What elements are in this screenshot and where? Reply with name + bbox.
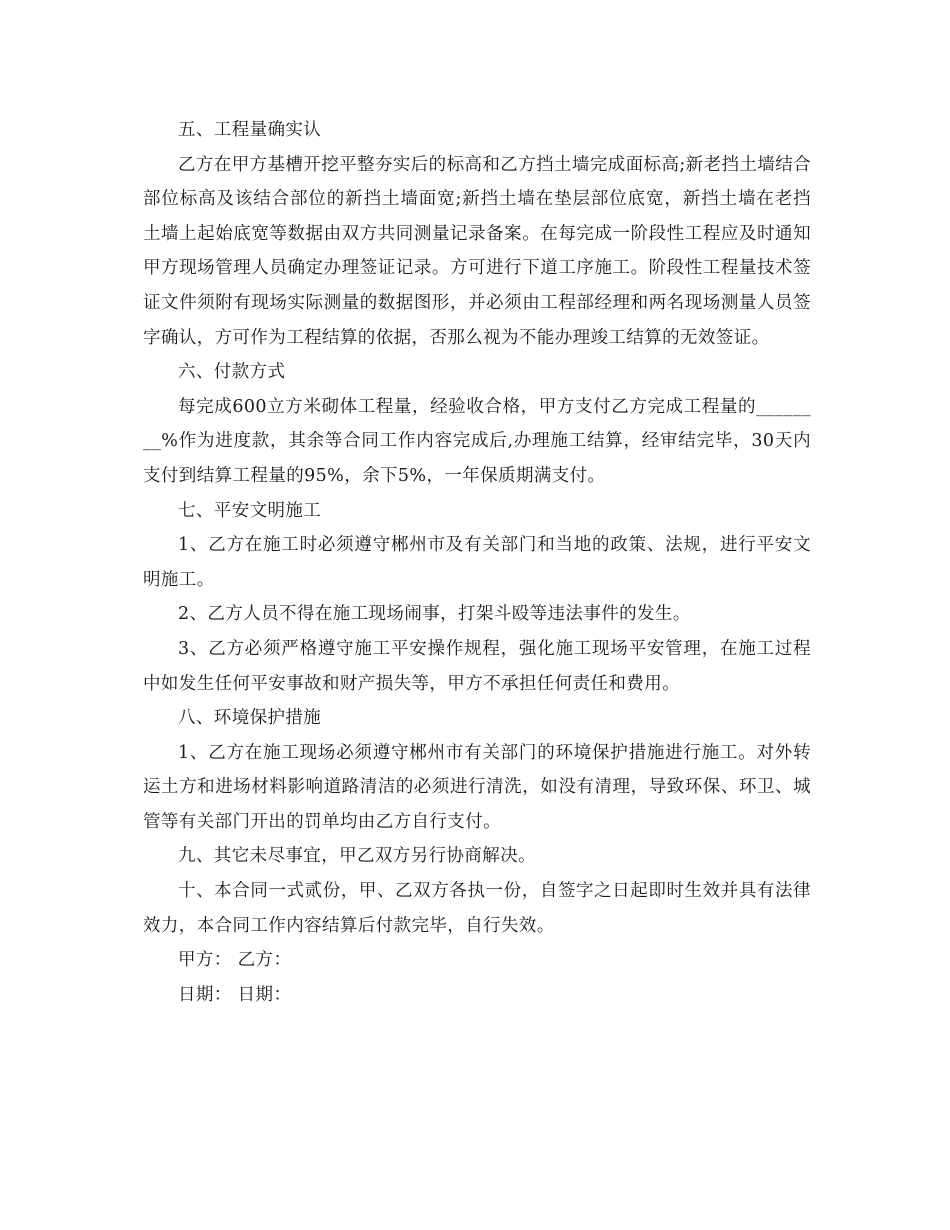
paragraph-safety-2: 2、乙方人员不得在施工现场闹事，打架斗殴等违法事件的发生。 <box>178 604 691 625</box>
signature-date-line: 日期： 日期： <box>178 984 292 1005</box>
section-heading-6: 六、付款方式 <box>178 362 286 383</box>
paragraph-copies-validity: 十、本合同一式贰份，甲、乙双方各执一份，自签字之日起即时生效并具有法律效力，本合同工作内容结算后付款完毕，自行失效。 <box>143 881 811 936</box>
section-heading-8: 八、环境保护措施 <box>178 708 322 729</box>
paragraph-environment-1: 1、乙方在施工现场必须遵守郴州市有关部门的环境保护措施进行施工。对外转运土方和进场材料影响道路清洁的必须进行清洗，如没有清理，导致环保、环卫、城管等有关部门开出的罚单均由乙方自行支付。 <box>143 742 811 832</box>
paragraph-other-matters: 九、其它未尽事宜，甲乙双方另行协商解决。 <box>178 846 536 867</box>
paragraph-payment-terms: 每完成600立方米砌体工程量，经验收合格，甲方支付乙方完成工程量的________%作为进度款，其余等合同工作内容完成后,办理施工结算，经审结完毕，30天内支付到结算工程量的95%，余下5%，一年保质期满支付。 <box>143 396 811 486</box>
paragraph-safety-1: 1、乙方在施工时必须遵守郴州市及有关部门和当地的政策、法规，进行平安文明施工。 <box>143 535 811 590</box>
paragraph-safety-3: 3、乙方必须严格遵守施工平安操作规程，强化施工现场平安管理，在施工过程中如发生任何平安事故和财产损失等，甲方不承担任何责任和费用。 <box>143 638 811 694</box>
paragraph-quantity-confirmation: 乙方在甲方基槽开挖平整夯实后的标高和乙方挡土墙完成面标高;新老挡土墙结合部位标高及该结合部位的新挡土墙面宽;新挡土墙在垫层部位底宽，新挡土墙在老挡土墙上起始底宽等数据由双方共同测量记录备案。在每完成一阶段性工程应及时通知甲方现场管理人员确定办理签证记录。方可进行下道工序施工。阶段性工程量技术签证文件须附有现场实际测量的数据图形，并必须由工程部经理和两名现场测量人员签字确认，方可作为工程结算的依据，否那么视为不能办理竣工结算的无效签证。 <box>143 154 811 348</box>
signature-parties-line: 甲方： 乙方： <box>178 950 292 971</box>
contract-body <box>143 113 811 1012</box>
section-heading-7: 七、平安文明施工 <box>178 500 322 521</box>
section-heading-5: 五、工程量确实认 <box>178 120 322 140</box>
